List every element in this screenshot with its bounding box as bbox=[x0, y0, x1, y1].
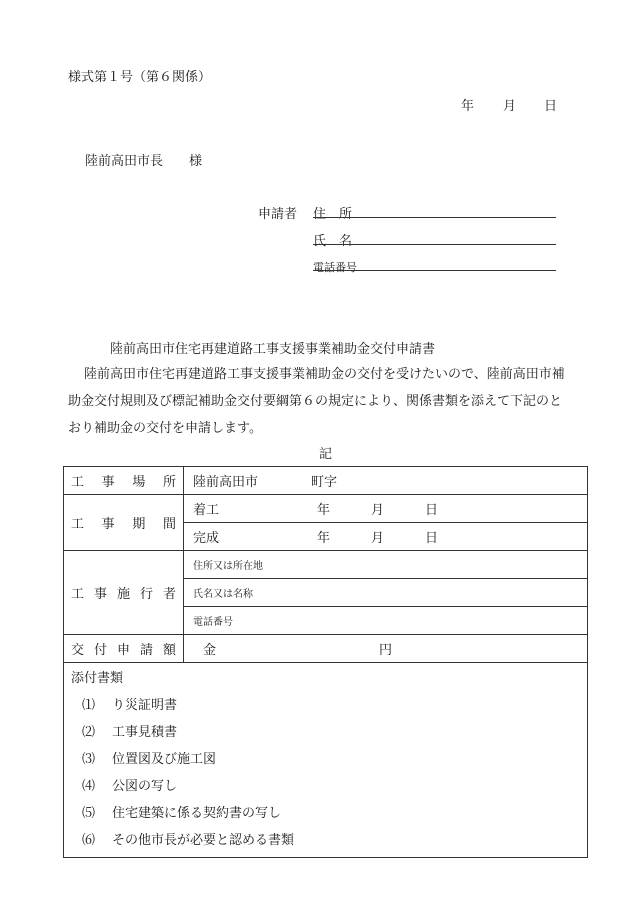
location-town: 町字 bbox=[311, 475, 338, 490]
attachment-num: ⑵ bbox=[82, 725, 96, 740]
amount-unit: 円 bbox=[379, 643, 393, 658]
address-field[interactable] bbox=[313, 217, 556, 218]
contractor-label: 工 事 施 行 者 bbox=[64, 551, 184, 635]
period-end[interactable] bbox=[184, 523, 588, 551]
amount-value[interactable] bbox=[184, 635, 588, 663]
body-line-1: 陸前高田市住宅再建道路工事支援事業補助金の交付を受けたいので、陸前高田市補 bbox=[84, 367, 565, 382]
attachment-text: 公図の写し bbox=[112, 779, 178, 794]
start-day: 日 bbox=[425, 503, 439, 518]
start-label: 着工 bbox=[193, 503, 220, 518]
document-title: 陸前高田市住宅再建道路工事支援事業補助金交付申請書 bbox=[110, 342, 436, 357]
period-label: 工 事 期 間 bbox=[64, 495, 184, 551]
contractor-phone[interactable] bbox=[184, 607, 588, 635]
ki-mark: 記 bbox=[319, 447, 333, 462]
contractor-address[interactable] bbox=[184, 551, 588, 579]
contractor-name[interactable] bbox=[184, 579, 588, 607]
attachment-item bbox=[82, 775, 177, 794]
attachment-num: ⑴ bbox=[82, 698, 96, 713]
attachment-text: 位置図及び施工図 bbox=[112, 752, 217, 767]
applicant-label: 申請者 bbox=[258, 207, 298, 222]
name-label: 氏 名 bbox=[313, 234, 353, 249]
location-label: 工 事 場 所 bbox=[64, 467, 184, 495]
start-year: 年 bbox=[317, 503, 331, 518]
date-month: 月 bbox=[503, 99, 517, 114]
amount-label: 交 付 申 請 額 bbox=[64, 635, 184, 663]
application-table bbox=[63, 466, 588, 858]
contractor-name-label: 氏名又は名称 bbox=[193, 589, 253, 600]
end-year: 年 bbox=[317, 531, 331, 546]
contractor-address-label: 住所又は所在地 bbox=[193, 561, 263, 572]
location-row bbox=[64, 467, 588, 495]
attachment-text: り災証明書 bbox=[112, 698, 178, 713]
attachment-item bbox=[82, 694, 177, 713]
amount-row bbox=[64, 635, 588, 663]
attachments-row bbox=[64, 663, 588, 858]
amount-prefix: 金 bbox=[203, 643, 217, 658]
attachment-num: ⑸ bbox=[82, 806, 96, 821]
phone-label: 電話番号 bbox=[313, 261, 357, 274]
addressee bbox=[85, 150, 202, 169]
attachments-cell bbox=[64, 663, 588, 858]
location-city: 陸前高田市 bbox=[193, 475, 259, 490]
attachment-text: 工事見積書 bbox=[112, 725, 178, 740]
addressee-name: 陸前高田市長 bbox=[85, 154, 164, 169]
contractor-address-row bbox=[64, 551, 588, 579]
address-label: 住 所 bbox=[313, 207, 353, 222]
period-start[interactable] bbox=[184, 495, 588, 523]
period-start-row bbox=[64, 495, 588, 523]
end-day: 日 bbox=[425, 531, 439, 546]
name-field[interactable] bbox=[313, 244, 556, 245]
body-line-2: 助金交付規則及び標記補助金交付要綱第６の規定により、関係書類を添えて下記のと bbox=[68, 394, 563, 409]
start-month: 月 bbox=[371, 503, 385, 518]
date-day: 日 bbox=[544, 99, 558, 114]
attachment-text: 住宅建築に係る契約書の写し bbox=[112, 806, 282, 821]
location-value[interactable] bbox=[184, 467, 588, 495]
attachment-item bbox=[82, 802, 281, 821]
end-month: 月 bbox=[371, 531, 385, 546]
attachment-num: ⑷ bbox=[82, 779, 96, 794]
attachment-item bbox=[82, 748, 216, 767]
attachment-num: ⑹ bbox=[82, 833, 96, 848]
attachment-item bbox=[82, 721, 177, 740]
body-line-3: おり補助金の交付を申請します。 bbox=[68, 421, 262, 436]
date-year: 年 bbox=[461, 99, 475, 114]
phone-field[interactable] bbox=[313, 270, 556, 271]
attachments-title: 添付書類 bbox=[71, 671, 124, 686]
addressee-honorific: 様 bbox=[189, 154, 203, 169]
contractor-phone-label: 電話番号 bbox=[193, 617, 233, 628]
attachment-text: その他市長が必要と認める書類 bbox=[112, 833, 295, 848]
end-label: 完成 bbox=[193, 531, 220, 546]
attachment-item bbox=[82, 829, 294, 848]
form-number: 様式第１号（第６関係） bbox=[68, 70, 212, 85]
attachment-num: ⑶ bbox=[82, 752, 96, 767]
